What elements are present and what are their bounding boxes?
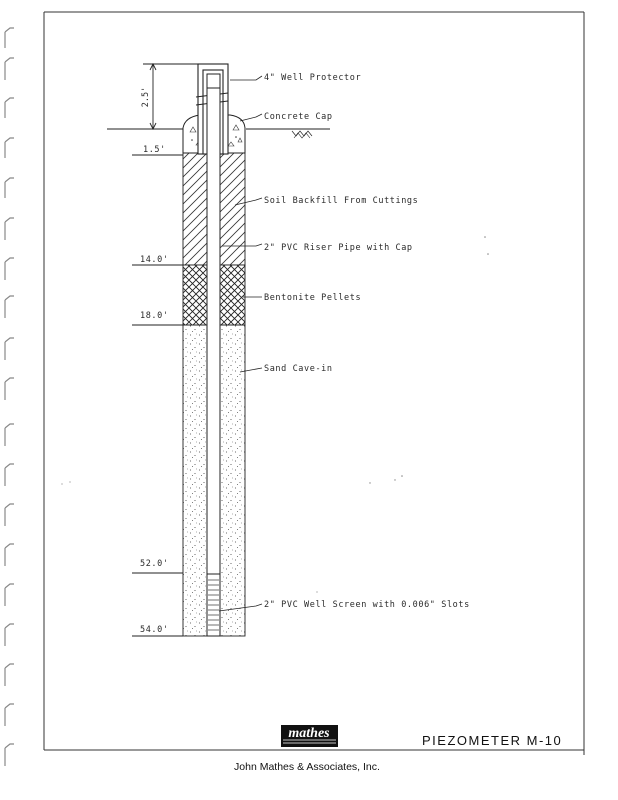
label-sand: Sand Cave-in bbox=[264, 364, 333, 374]
label-well-protector: 4" Well Protector bbox=[264, 73, 362, 83]
logo-text: mathes bbox=[288, 726, 330, 741]
scan-specks bbox=[61, 236, 488, 592]
depth-54-0: 54.0' bbox=[140, 625, 169, 635]
diagram-title: PIEZOMETER M-10 bbox=[422, 733, 563, 748]
depth-1-5: 1.5' bbox=[143, 145, 166, 155]
riser-pipe bbox=[207, 74, 220, 574]
binder-marks bbox=[5, 28, 14, 766]
page-frame bbox=[44, 12, 584, 755]
label-riser-pipe: 2" PVC Riser Pipe with Cap bbox=[264, 243, 413, 253]
depth-52-0: 52.0' bbox=[140, 559, 169, 569]
company-logo bbox=[281, 725, 338, 747]
company-name: John Mathes & Associates, Inc. bbox=[234, 761, 380, 773]
depth-18-0: 18.0' bbox=[140, 311, 169, 321]
well-screen bbox=[207, 574, 220, 636]
label-screen: 2" PVC Well Screen with 0.006" Slots bbox=[264, 600, 470, 610]
label-soil-backfill: Soil Backfill From Cuttings bbox=[264, 196, 419, 206]
stickup-label: 2.5' bbox=[141, 86, 151, 108]
label-bentonite: Bentonite Pellets bbox=[264, 293, 362, 303]
depth-14-0: 14.0' bbox=[140, 255, 169, 265]
label-concrete-cap: Concrete Cap bbox=[264, 112, 333, 122]
